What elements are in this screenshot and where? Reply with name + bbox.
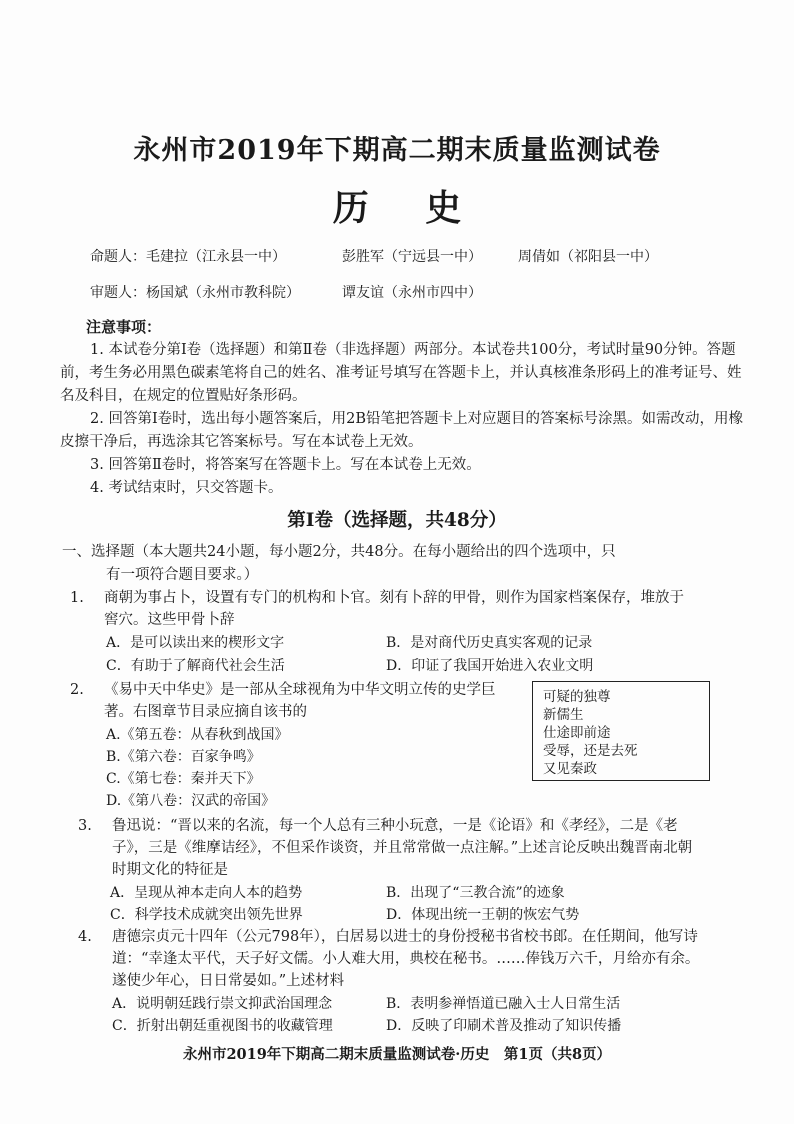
setter-3: 周倩如（祁阳县一中） [518, 249, 658, 265]
q3-option-b: B．出现了“三教合流”的迹象 [386, 885, 565, 901]
q1-option-a: A．是可以读出来的楔形文字 [106, 635, 285, 651]
setter-2: 彭胜军（宁远县一中） [342, 249, 482, 265]
q4-option-d: D．反映了印刷术普及推动了知识传播 [386, 1018, 622, 1034]
q3-option-c: C．科学技术成就突出领先世界 [110, 907, 303, 923]
question-4 [78, 926, 702, 992]
question-stem: 《易中天中华史》是一部从全球视角为中华文明立传的史学巨著。右图章节目录应摘自该书的 [104, 682, 496, 720]
setter-1: 毛建拉（江永县一中） [146, 249, 286, 265]
q4-option-a: A．说明朝廷践行崇文抑武治国理念 [112, 996, 333, 1012]
question-stem: 商朝为事占卜，设置有专门的机构和卜官。刻有卜辞的甲骨，则作为国家档案保存，堆放于窖穴。这些甲骨卜辞 [104, 590, 684, 628]
q2-option-c: C.《第七卷：秦并天下》 [106, 771, 261, 787]
question-2 [70, 679, 514, 723]
question-number: 4. [78, 929, 92, 945]
reviewers-label: 审题人： [90, 285, 146, 301]
chapter-contents-box [532, 681, 710, 781]
subject-title: 历 史 [332, 187, 484, 229]
question-number: 1. [70, 590, 84, 606]
box-line: 新儒生 [543, 707, 584, 723]
notes-title: 注意事项： [86, 318, 162, 336]
q2-option-d: D.《第八卷：汉武的帝国》 [106, 793, 276, 809]
setters-label: 命题人： [90, 249, 146, 265]
note-item-1: 1. 本试卷分第Ⅰ卷（选择题）和第Ⅱ卷（非选择题）两部分。本试卷共100分，考试时量90分钟。答题前，考生务必用黑色碳素笔将自己的姓名、准考证号填写在答题卡上，并认真核准条形码上的准考证号、姓名及科目，在规定的位置贴好条形码。 [60, 342, 742, 404]
section-title: 第Ⅰ卷（选择题，共48分） [287, 510, 507, 531]
note-item-3: 3. 回答第Ⅱ卷时，将答案写在答题卡上。写在本试卷上无效。 [90, 457, 481, 473]
box-line: 受辱，还是去死 [543, 743, 638, 759]
question-number: 3. [78, 818, 92, 834]
q3-option-d: D．体现出统一王朝的恢宏气势 [386, 907, 580, 923]
q1-option-d: D．印证了我国开始进入农业文明 [386, 658, 594, 674]
q1-option-b: B．是对商代历史真实客观的记录 [386, 635, 593, 651]
box-line: 仕途即前途 [543, 725, 611, 741]
box-line: 又见秦政 [543, 761, 597, 777]
q3-option-a: A．呈现从神本走向人本的趋势 [110, 885, 303, 901]
note-item-4: 4. 考试结束时，只交答题卡。 [90, 480, 283, 496]
reviewer-2: 谭友谊（永州市四中） [342, 285, 482, 301]
question-1 [70, 587, 698, 631]
question-number: 2. [70, 682, 84, 698]
exam-title: 永州市2019年下期高二期末质量监测试卷 [133, 135, 661, 166]
question-stem: 鲁迅说：“晋以来的名流，每一个人总有三种小玩意，一是《论语》和《孝经》，二是《老子》，三是《维摩诘经》，不但采作谈资，并且常常做一点注解。”上述言论反映出魏晋南北朝时期文化的特征是 [112, 818, 693, 878]
q4-option-b: B．表明参禅悟道已融入士人日常生活 [386, 996, 621, 1012]
page-footer: 永州市2019年下期高二期末质量监测试卷·历史 第1页（共8页） [182, 1046, 612, 1063]
q2-option-a: A.《第五卷：从春秋到战国》 [106, 727, 289, 743]
q4-option-c: C．折射出朝廷重视图书的收藏管理 [112, 1018, 333, 1034]
notes-list [60, 339, 750, 500]
question-3 [78, 815, 702, 881]
section-instruction-line1: 一、选择题（本大题共24小题，每小题2分，共48分。在每小题给出的四个选项中，只 [62, 544, 616, 560]
note-item-2: 2. 回答第Ⅰ卷时，选出每小题答案后，用2B铅笔把答题卡上对应题目的答案标号涂黑。如需改动，用橡皮擦干净后，再选涂其它答案标号。写在本试卷上无效。 [60, 411, 744, 450]
box-line: 可疑的独尊 [543, 689, 611, 705]
question-stem: 唐德宗贞元十四年（公元798年），白居易以进士的身份授秘书省校书郎。在任期间，他写诗道：“幸逢太平代，天子好文儒。小人难大用，典校在秘书。……俸钱万六千，月给亦有余。遂使少年心，日日常晏如。”上述材料 [112, 929, 700, 989]
q2-option-b: B.《第六卷：百家争鸣》 [106, 749, 261, 765]
reviewer-1: 杨国斌（永州市教科院） [146, 285, 300, 301]
section-instruction-line2: 有一项符合题目要求。） [106, 567, 259, 583]
q1-option-c: C．有助于了解商代社会生活 [106, 658, 285, 674]
